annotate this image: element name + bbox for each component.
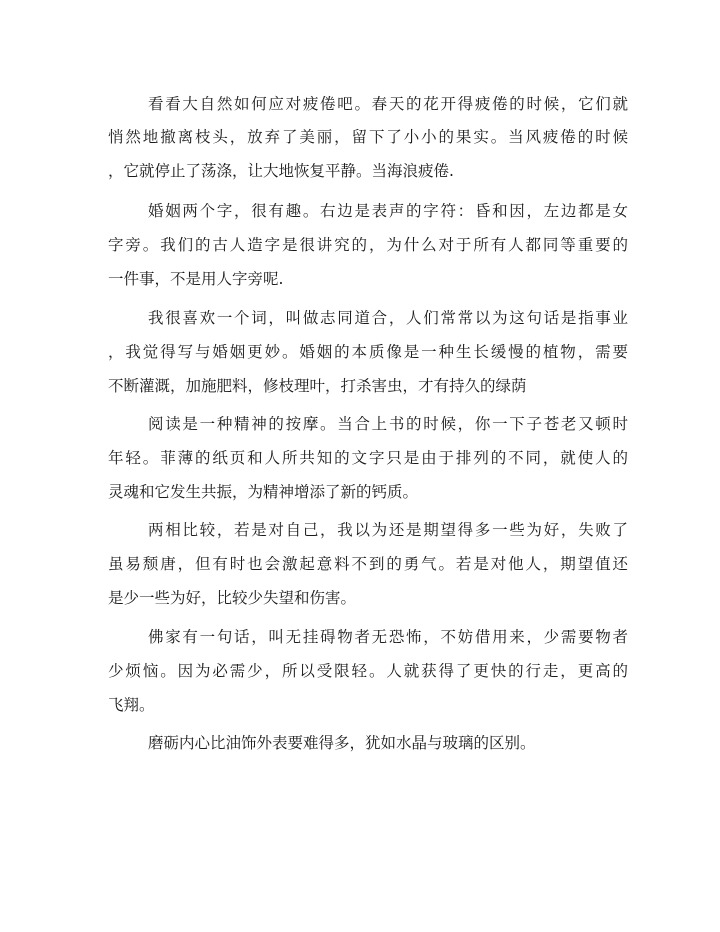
paragraph-5-line-1: 两相比较，若是对自己，我以为还是期望得多一些为好，失败了 <box>148 521 628 539</box>
paragraph-7-line-1: 磨砺内心比油饰外表要难得多，犹如水晶与玻璃的区别。 <box>148 734 536 752</box>
paragraph-6-line-2: 少烦恼。因为必需少，所以受限轻。人就获得了更快的行走，更高的 <box>108 662 628 680</box>
paragraph-1-line-3: ，它就停止了荡涤，让大地恢复平静。当海浪疲倦. <box>108 162 454 180</box>
paragraph-1-line-2: 悄然地撤离枝头，放弃了美丽，留下了小小的果实。当风疲倦的时候 <box>108 128 628 146</box>
paragraph-6-line-1: 佛家有一句话，叫无挂碍物者无恐怖，不妨借用来，少需要物者 <box>148 628 628 646</box>
paragraph-3-line-3: 不断灌溉，加施肥料，修枝理叶，打杀害虫，才有持久的绿荫 <box>108 377 527 395</box>
paragraph-1-line-1: 看看大自然如何应对疲倦吧。春天的花开得疲倦的时候，它们就 <box>148 95 628 113</box>
paragraph-5-line-3: 是少一些为好，比较少失望和伤害。 <box>108 589 357 607</box>
paragraph-2-line-2: 字旁。我们的古人造字是很讲究的，为什么对于所有人都同等重要的 <box>108 236 628 254</box>
paragraph-3-line-2: ，我觉得写与婚姻更妙。婚姻的本质像是一种生长缓慢的植物，需要 <box>108 343 628 361</box>
paragraph-2-line-1: 婚姻两个字，很有趣。右边是表声的字符：昏和因，左边都是女 <box>148 202 628 220</box>
paragraph-6-line-3: 飞翔。 <box>108 696 155 714</box>
paragraph-2-line-3: 一件事，不是用人字旁呢. <box>108 270 284 288</box>
paragraph-4-line-1: 阅读是一种精神的按摩。当合上书的时候，你一下子苍老又顿时 <box>148 415 628 433</box>
paragraph-5-line-2: 虽易颓唐，但有时也会激起意料不到的勇气。若是对他人，期望值还 <box>108 555 628 573</box>
paragraph-3-line-1: 我很喜欢一个词，叫做志同道合，人们常常以为这句话是指事业 <box>148 309 628 327</box>
paragraph-4-line-2: 年轻。菲薄的纸页和人所共知的文字只是由于排列的不同，就使人的 <box>108 449 628 467</box>
paragraph-4-line-3: 灵魂和它发生共振，为精神增添了新的钙质。 <box>108 483 419 501</box>
